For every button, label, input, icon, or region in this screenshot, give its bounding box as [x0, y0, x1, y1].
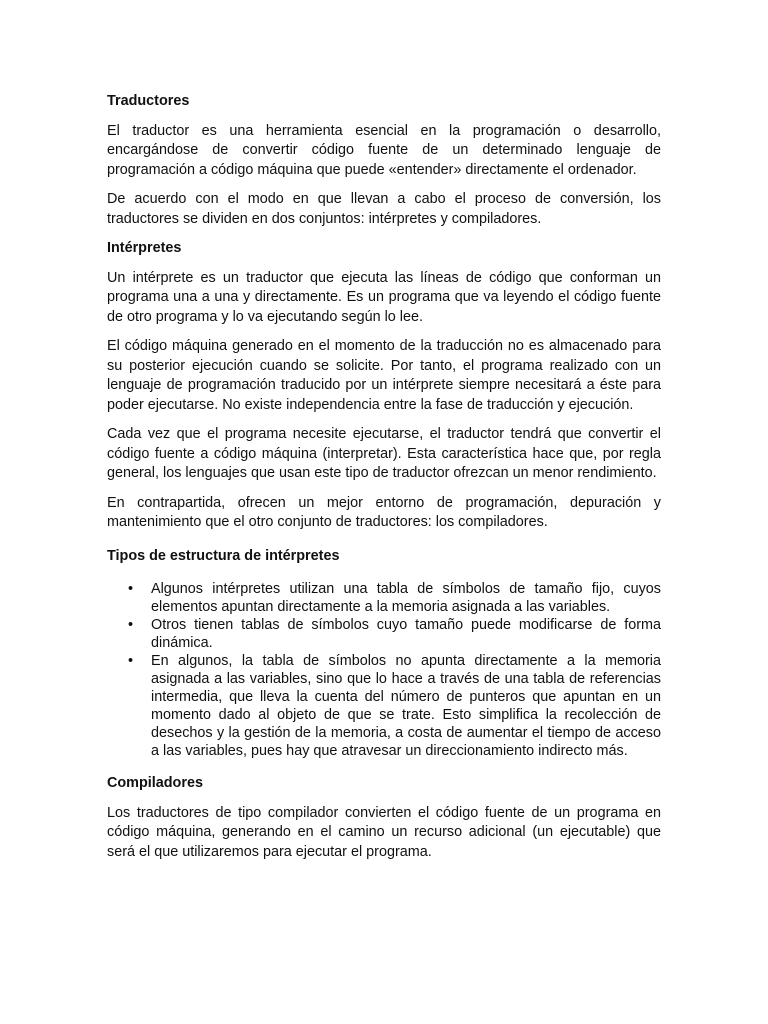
- paragraph-traductores-1: El traductor es una herramienta esencial en la programación o desarrollo, encargándose de convertir código fuente de un determinado lenguaje de programación a código máquina que puede «entender» directamente el ordenador.: [107, 122, 661, 178]
- list-item: [128, 616, 661, 652]
- section-heading-tipos: Tipos de estructura de intérpretes: [107, 547, 340, 564]
- paragraph-interpretes-1: Un intérprete es un traductor que ejecuta las líneas de código que conforman un programa una a una y directamente. Es un programa que va leyendo el código fuente de otro programa y lo va ejecutando según lo lee.: [107, 269, 661, 325]
- bullet-icon: •: [128, 653, 134, 669]
- section-heading-interpretes: Intérpretes: [107, 240, 182, 256]
- interpreter-types-list: [107, 580, 661, 760]
- list-item: [128, 580, 661, 616]
- document-page: [107, 92, 661, 872]
- bullet-icon: •: [128, 617, 134, 633]
- paragraph-compiladores-1: Los traductores de tipo compilador convierten el código fuente de un programa en código máquina, generando en el camino un recurso adicional (un ejecutable) que será el que utilizaremos para ejecutar el programa.: [107, 804, 661, 860]
- paragraph-interpretes-4: En contrapartida, ofrecen un mejor entorno de programación, depuración y mantenimiento que el otro conjunto de traductores: los compiladores.: [107, 494, 661, 530]
- list-item-text: Algunos intérpretes utilizan una tabla de símbolos de tamaño fijo, cuyos elementos apuntan directamente a la memoria asignada a las variables.: [151, 581, 661, 615]
- section-heading-compiladores: Compiladores: [107, 775, 203, 791]
- list-item-text: En algunos, la tabla de símbolos no apunta directamente a la memoria asignada a las variables, sino que lo hace a través de una tabla de referencias intermedia, que lleva la cuenta del número de punteros que apuntan en un momento dado al objeto de que se trate. Esto simplifica la recolección de desechos y la gestión de la memoria, a costa de aumentar el tiempo de acceso a las variables, pues hay que atravesar un direccionamiento indirecto más.: [151, 653, 661, 759]
- section-heading-traductores: Traductores: [107, 93, 190, 109]
- paragraph-interpretes-2: El código máquina generado en el momento de la traducción no es almacenado para su posterior ejecución cuando se solicite. Por tanto, el programa realizado con un lenguaje de programación traducido por un intérprete siempre necesitará a éste para poder ejecutarse. No existe independencia entre la fase de traducción y ejecución.: [107, 338, 661, 413]
- list-item-text: Otros tienen tablas de símbolos cuyo tamaño puede modificarse de forma dinámica.: [151, 617, 661, 651]
- paragraph-interpretes-3: Cada vez que el programa necesite ejecutarse, el traductor tendrá que convertir el código fuente a código máquina (interpretar). Esta característica hace que, por regla general, los lenguajes que usan este tipo de traductor ofrezcan un menor rendimiento.: [107, 426, 661, 481]
- list-item: [128, 652, 661, 760]
- bullet-icon: •: [128, 581, 134, 597]
- paragraph-traductores-2: De acuerdo con el modo en que llevan a cabo el proceso de conversión, los traductores se dividen en dos conjuntos: intérpretes y compiladores.: [107, 191, 661, 227]
